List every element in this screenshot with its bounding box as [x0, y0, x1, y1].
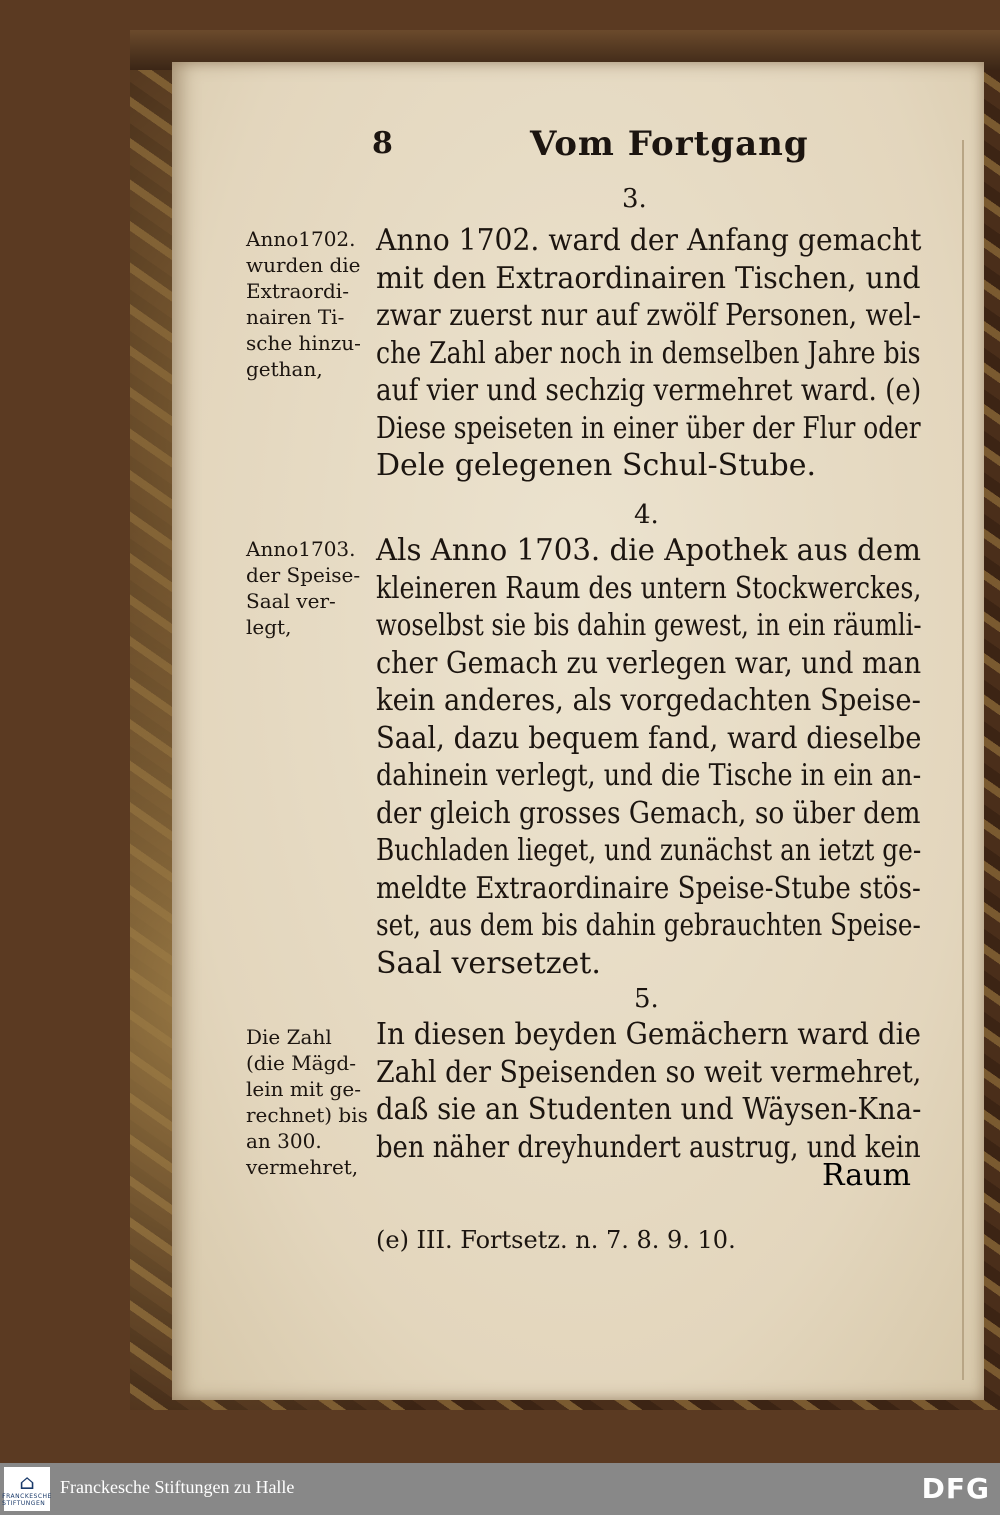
text-line: kein anderes, als vorgedachten Speise- [376, 683, 921, 718]
margin-note-line: der Speise- [246, 563, 361, 587]
text-line: cher Gemach zu verlegen war, und man [376, 645, 922, 681]
text-line: Buchladen lieget, und zunächst an ietzt ge- [376, 833, 922, 868]
logo-text: FRANCKESCHE STIFTUNGEN [2, 1493, 52, 1507]
margin-note-line: nairen Ti- [246, 305, 345, 329]
text-line: ben näher dreyhundert austrug, und kein [376, 1129, 921, 1165]
text-line: Zahl der Speisenden so weit vermehret, [376, 1054, 922, 1090]
text-line: der gleich grosses Gemach, so über dem [376, 795, 921, 831]
building-icon: ⌂ [19, 1470, 35, 1494]
page-number: 8 [372, 126, 393, 161]
text-line: set, aus dem bis dahin gebrauchten Speise- [376, 908, 921, 943]
margin-note-line: gethan, [246, 357, 323, 381]
section-number: 3. [622, 184, 647, 214]
text-line: dahinein verlegt, und die Tische in ein an- [376, 758, 922, 793]
text-line: In diesen beyden Gemächern ward die [376, 1017, 922, 1052]
text-line: kleineren Raum des untern Stockwerckes, [376, 570, 922, 606]
text-line: Diese speiseten in einer über der Flur oder [376, 410, 921, 446]
section-number: 4. [634, 500, 659, 530]
margin-note [246, 536, 374, 640]
text-line: auf vier und sechzig vermehret ward. (e) [376, 373, 922, 408]
section-number: 5. [634, 984, 659, 1014]
margin-note-line: rechnet) bis [246, 1103, 368, 1127]
paragraph [376, 222, 921, 485]
text-line: Saal versetzet. [376, 945, 601, 981]
text-line: daß sie an Studenten und Wäysen-Kna- [376, 1092, 922, 1127]
margin-note-line: vermehret, [246, 1155, 359, 1179]
margin-note-line: lein mit ge- [246, 1077, 362, 1101]
text-line: Dele gelegenen Schul-Stube. [376, 448, 817, 483]
page-edge [962, 140, 974, 1380]
margin-note-line: Anno1703. [246, 537, 356, 561]
text-line: Als Anno 1703. die Apothek aus dem [376, 533, 921, 568]
footer-bar [0, 1463, 1000, 1515]
margin-note-line: (die Mägd- [246, 1051, 356, 1075]
catchword: Raum [822, 1158, 911, 1193]
margin-note-line: legt, [246, 615, 292, 639]
margin-note-line: Anno1702. [246, 227, 356, 251]
margin-note-line: wurden die [246, 253, 361, 277]
text-line: mit den Extraordinairen Tischen, und [376, 260, 921, 296]
margin-note-line: Saal ver- [246, 589, 336, 613]
margin-note [246, 226, 374, 382]
margin-note-line: an 300. [246, 1129, 322, 1153]
text-line: Anno 1702. ward der Anfang gemacht [376, 223, 922, 258]
institution-link[interactable]: Franckesche Stiftungen zu Halle [60, 1477, 295, 1497]
text-line: Saal, dazu bequem fand, ward dieselbe [376, 720, 922, 756]
running-title: Vom Fortgang [530, 124, 809, 164]
text-line: woselbst sie bis dahin gewest, in ein räumli- [376, 608, 922, 643]
footnote: (e) III. Fortsetz. n. 7. 8. 9. 10. [376, 1226, 736, 1254]
margin-note [246, 1024, 374, 1180]
margin-note-line: sche hinzu- [246, 331, 361, 355]
dfg-logo[interactable]: DFG [921, 1472, 990, 1505]
paragraph [376, 532, 921, 982]
text-line: zwar zuerst nur auf zwölf Personen, wel- [376, 298, 921, 333]
paragraph [376, 1016, 921, 1166]
text-line: che Zahl aber noch in demselben Jahre bis [376, 335, 921, 371]
margin-note-line: Extraordi- [246, 279, 349, 303]
text-line: meldte Extraordinaire Speise-Stube stös- [376, 870, 921, 906]
margin-note-line: Die Zahl [246, 1025, 332, 1049]
institution-logo[interactable] [4, 1467, 50, 1511]
